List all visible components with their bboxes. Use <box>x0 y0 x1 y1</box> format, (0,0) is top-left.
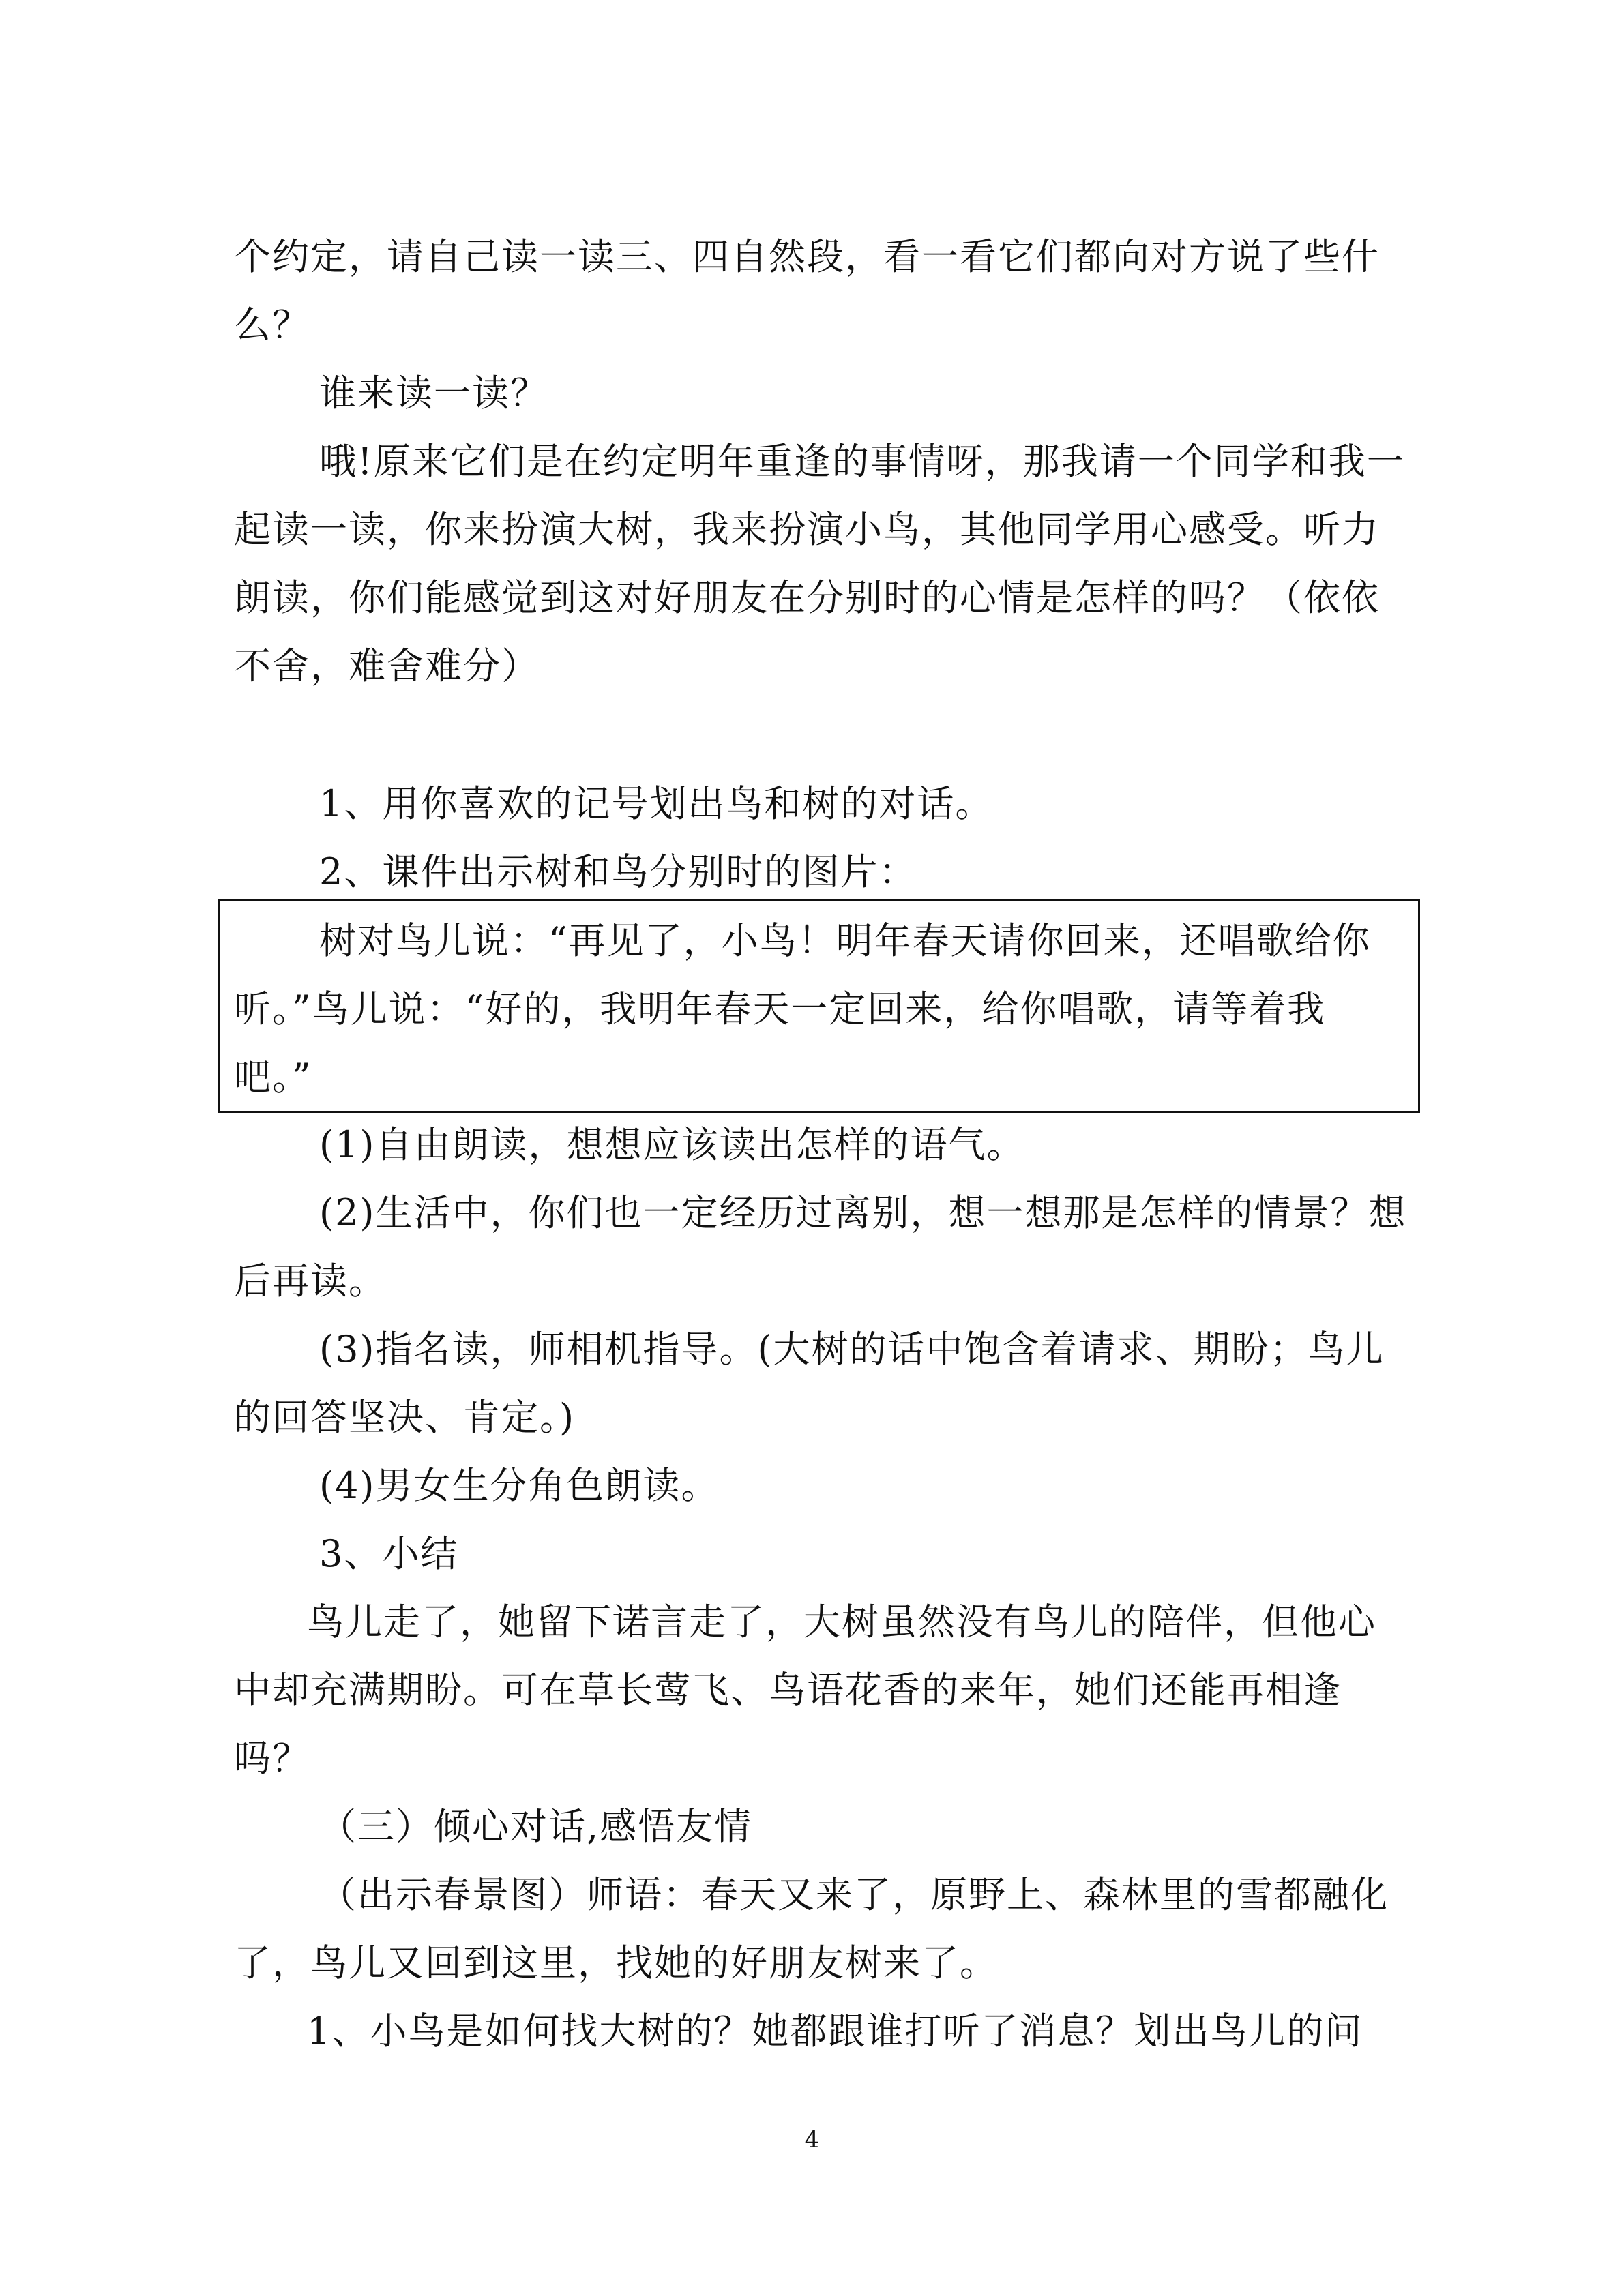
quote-line: 树对鸟儿说：“再见了，小鸟！明年春天请你回来，还唱歌给你 <box>319 919 1371 962</box>
text-line: （三）倾心对话,感悟友情 <box>319 1805 753 1848</box>
text-line: 吗？ <box>234 1737 310 1780</box>
quote-box <box>218 899 1420 1113</box>
text-line: 么？ <box>234 303 310 346</box>
text-line: 起读一读，你来扮演大树，我来扮演小鸟，其他同学用心感受。听力 <box>234 508 1380 551</box>
quote-line: 听。”鸟儿说：“好的，我明年春天一定回来，给你唱歌，请等着我 <box>234 987 1326 1030</box>
text-line: 中却充满期盼。可在草长莺飞、鸟语花香的来年，她们还能再相逢 <box>234 1669 1342 1712</box>
text-line: (4)男女生分角色朗读。 <box>319 1464 720 1507</box>
page-number: 4 <box>804 2126 820 2153</box>
quote-line: 吧。” <box>234 1056 312 1099</box>
text-line: 1、用你喜欢的记号划出鸟和树的对话。 <box>319 782 994 825</box>
text-line: 2、课件出示树和鸟分别时的图片： <box>319 850 917 893</box>
text-line: 哦!原来它们是在约定明年重逢的事情呀，那我请一个同学和我一 <box>319 440 1405 483</box>
text-line: 不舍，难舍难分） <box>234 644 540 687</box>
text-line: (2)生活中，你们也一定经历过离别，想一想那是怎样的情景？想 <box>319 1191 1407 1234</box>
text-line: 谁来读一读？ <box>319 372 548 415</box>
text-line: 3、小结 <box>319 1532 459 1575</box>
text-line: 的回答坚决、肯定。) <box>234 1396 576 1439</box>
text-line: (1)自由朗读，想想应该读出怎样的语气。 <box>319 1123 1025 1166</box>
text-line: （出示春景图）师语：春天又来了，原野上、森林里的雪都融化 <box>319 1873 1389 1916</box>
text-line: 朗读，你们能感觉到这对好朋友在分别时的心情是怎样的吗？（依依 <box>234 576 1380 619</box>
text-line: 了，鸟儿又回到这里，找她的好朋友树来了。 <box>234 1941 998 1984</box>
text-line: 个约定，请自己读一读三、四自然段，看一看它们都向对方说了些什 <box>234 235 1380 278</box>
text-line: 1、小鸟是如何找大树的？她都跟谁打听了消息？划出鸟儿的问 <box>307 2010 1363 2053</box>
text-line: (3)指名读，师相机指导。(大树的话中饱含着请求、期盼；鸟儿 <box>319 1328 1385 1371</box>
text-line: 后再读。 <box>234 1259 387 1302</box>
text-line: 鸟儿走了，她留下诺言走了，大树虽然没有鸟儿的陪伴，但他心 <box>307 1600 1376 1643</box>
